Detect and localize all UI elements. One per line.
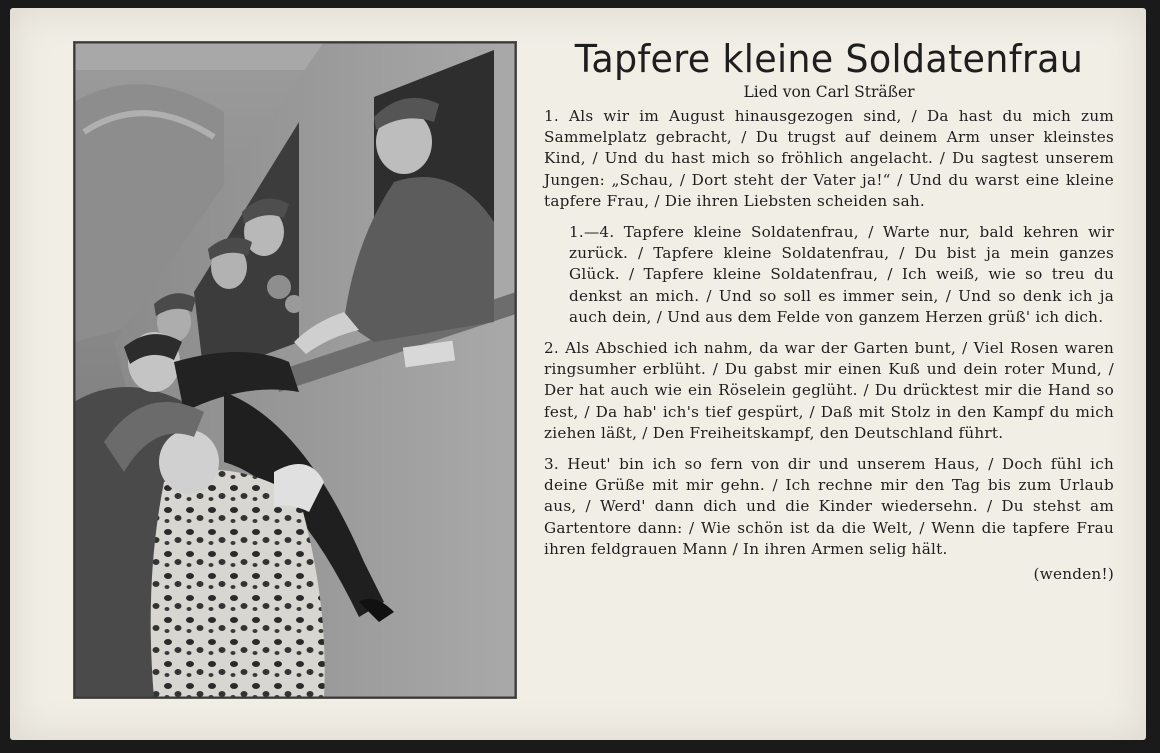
refrain: 1.—4. Tapfere kleine Soldatenfrau, / Warte nur, bald kehren wir zurück. / Tapfere kleine Soldatenfrau, / Du bist ja mein ganzes Glück. / Tapfere kleine Soldatenfrau, / Ich weiß, wie so treu du denkst an mich. / Und so soll es immer sein, / Und so denk ich ja auch dein, / Und aus dem Felde von ganzem Herzen grüß' ich dich. bbox=[569, 223, 1114, 326]
song-author: Lied von Carl Sträßer bbox=[743, 83, 915, 101]
postcard bbox=[10, 8, 1146, 740]
farewell-photo bbox=[73, 41, 517, 699]
turn-over-note: (wenden!) bbox=[1033, 565, 1114, 584]
photo-illustration bbox=[74, 42, 516, 698]
verse-3: 3. Heut' bin ich so fern von dir und unserem Haus, / Doch fühl ich deine Grüße mit mir gehn. / Ich rechne mir den Tag bis zum Urlaub aus, / Werd' dann dich und die Kinder wiedersehn. / Du stehst am Gartentore dann: / Wie schön ist da die Welt, / Wenn die tapfere Frau ihren feldgrauen Mann / In ihren Armen selig hält. bbox=[544, 455, 1114, 558]
song-text bbox=[544, 36, 1114, 726]
song-title: Tapfere kleine Soldatenfrau bbox=[574, 37, 1084, 81]
verse-1: 1. Als wir im August hinausgezogen sind, / Da hast du mich zum Sammelplatz gebracht, / Du trugst auf deinem Arm unser kleinstes Kind, / Und du hast mich so fröhlich angelacht. / Du sagtest unserem Jungen: „Schau, / Dort steht der Vater ja!“ / Und du warst eine kleine tapfere Frau, / Die ihren Liebsten scheiden sah. bbox=[544, 107, 1114, 210]
verse-2: 2. Als Abschied ich nahm, da war der Garten bunt, / Viel Rosen waren ringsumher erblüht. / Du gabst mir einen Kuß und dein roter Mund, / Der hat auch wie ein Röselein geglüht. / Du drücktest mir die Hand so fest, / Da hab' ich's tief gespürt, / Daß mit Stolz in den Kampf du mich ziehen läßt, / Den Freiheitskampf, den Deutschland führt. bbox=[544, 339, 1114, 442]
